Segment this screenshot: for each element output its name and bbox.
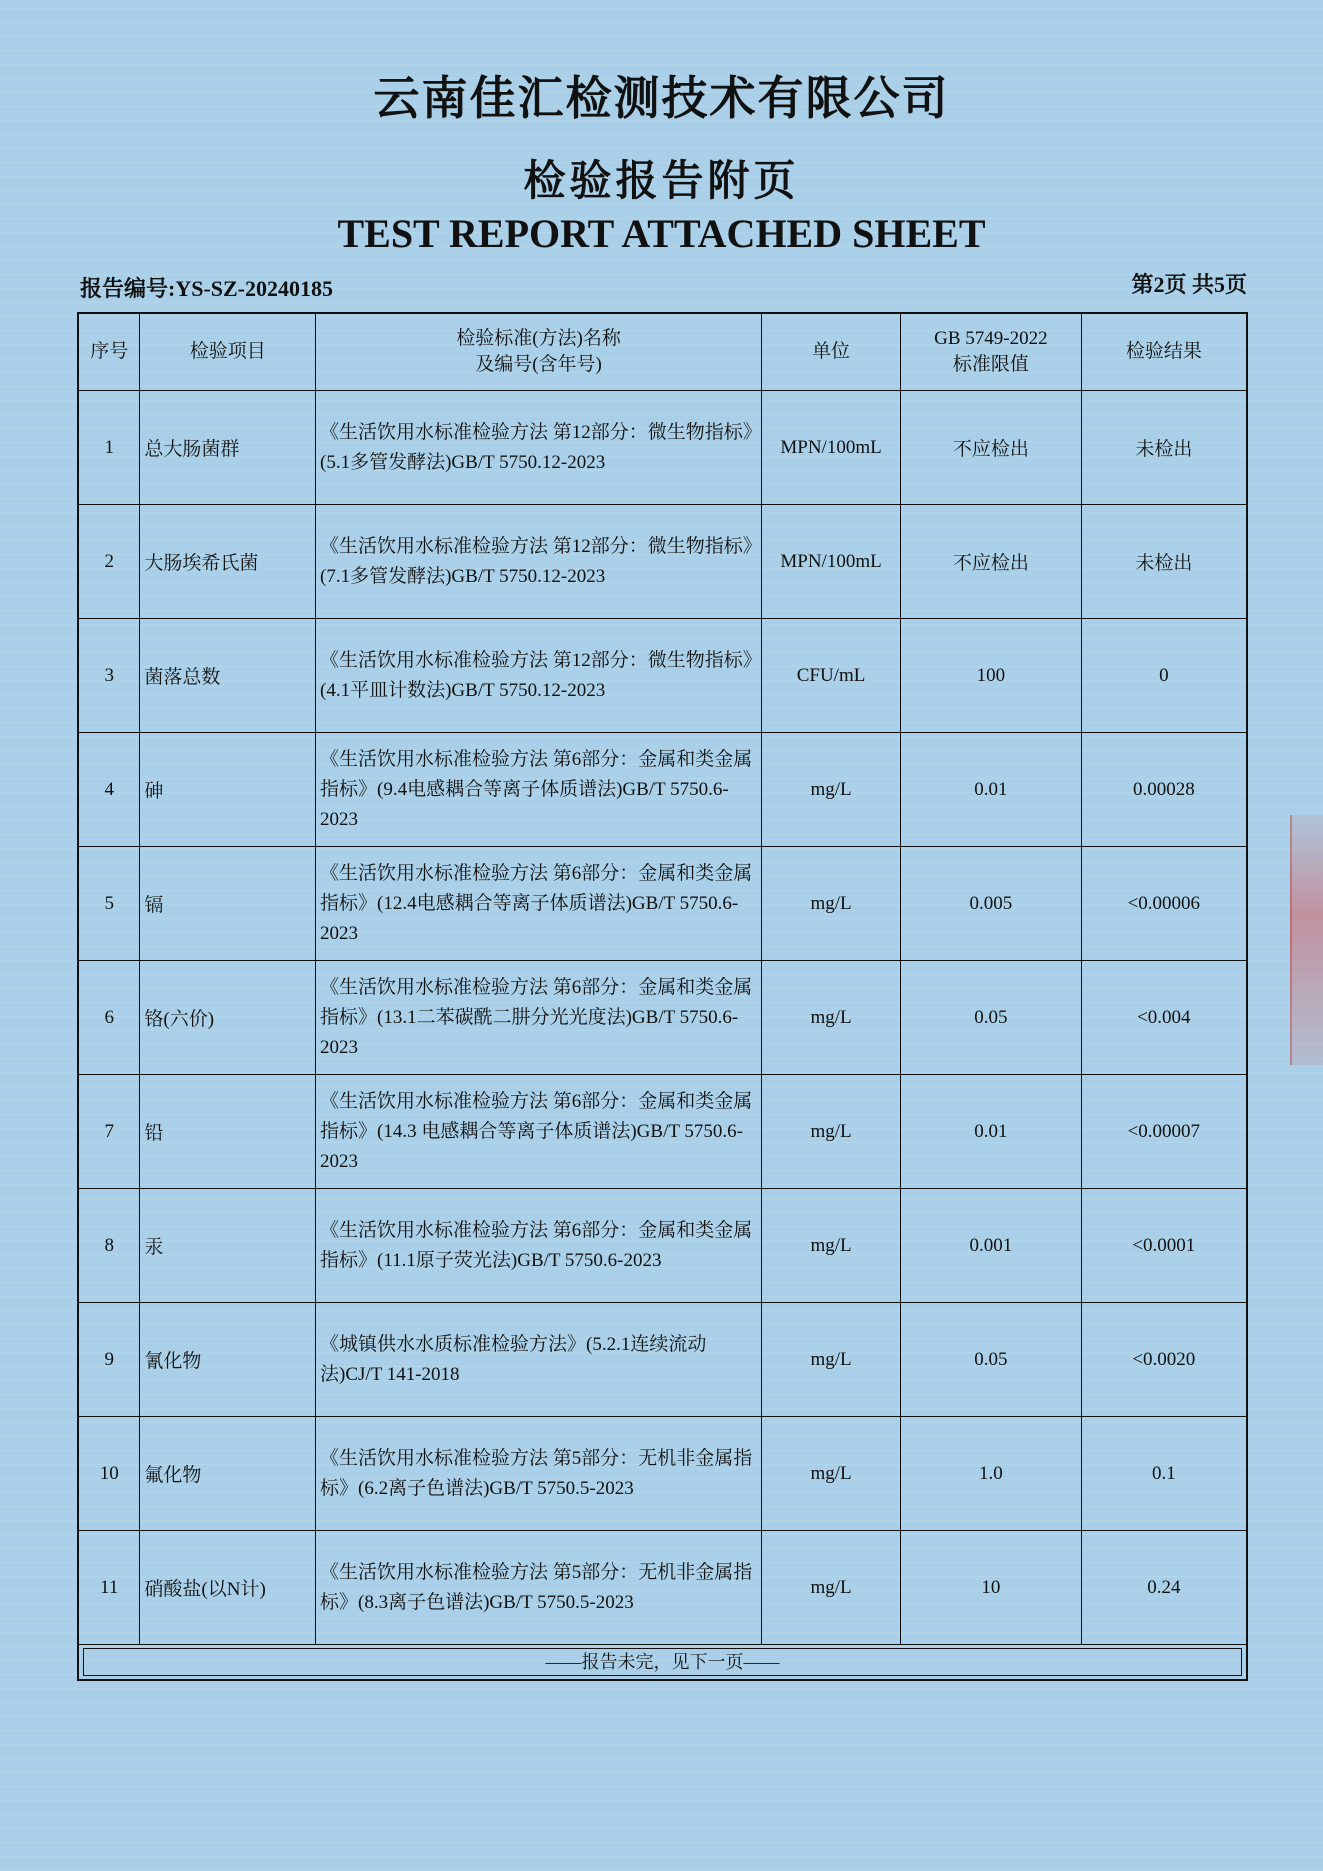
header-result: 检验结果 xyxy=(1081,313,1247,391)
cell-seq: 10 xyxy=(78,1417,140,1531)
header-limit xyxy=(901,313,1082,391)
table-footer-row xyxy=(78,1645,1247,1681)
cell-item: 氰化物 xyxy=(140,1303,316,1417)
cell-result: 0.1 xyxy=(1081,1417,1247,1531)
cell-seq: 5 xyxy=(78,847,140,961)
table-row xyxy=(78,1417,1247,1531)
cell-unit: mg/L xyxy=(762,733,901,847)
cell-unit: mg/L xyxy=(762,961,901,1075)
table-row xyxy=(78,1531,1247,1645)
cell-limit: 不应检出 xyxy=(901,505,1082,619)
table-body xyxy=(78,391,1247,1681)
table-header-row xyxy=(78,313,1247,391)
cell-result: 未检出 xyxy=(1081,391,1247,505)
cell-unit: mg/L xyxy=(762,847,901,961)
cell-item: 铬(六价) xyxy=(140,961,316,1075)
cell-item: 大肠埃希氏菌 xyxy=(140,505,316,619)
continued-note: ——报告未完，见下一页—— xyxy=(83,1648,1242,1676)
header-limit-line2: 标准限值 xyxy=(952,354,1029,375)
cell-method: 《生活饮用水标准检验方法 第6部分：金属和类金属指标》(12.4电感耦合等离子体质谱法)GB/T 5750.6-2023 xyxy=(316,847,762,961)
header-method xyxy=(316,313,762,391)
cell-unit: mg/L xyxy=(762,1303,901,1417)
cell-method: 《生活饮用水标准检验方法 第12部分：微生物指标》(4.1平皿计数法)GB/T 5750.12-2023 xyxy=(316,619,762,733)
cell-seq: 1 xyxy=(78,391,140,505)
table-row xyxy=(78,847,1247,961)
cell-unit: CFU/mL xyxy=(762,619,901,733)
cell-unit: mg/L xyxy=(762,1075,901,1189)
cell-result: 未检出 xyxy=(1081,505,1247,619)
footer-cell xyxy=(78,1645,1247,1681)
cell-limit: 0.005 xyxy=(901,847,1082,961)
cell-item: 铅 xyxy=(140,1075,316,1189)
cell-seq: 2 xyxy=(78,505,140,619)
cell-item: 总大肠菌群 xyxy=(140,391,316,505)
cell-result: <0.0020 xyxy=(1081,1303,1247,1417)
cell-item: 硝酸盐(以N计) xyxy=(140,1531,316,1645)
cell-method: 《生活饮用水标准检验方法 第6部分：金属和类金属指标》(9.4电感耦合等离子体质谱法)GB/T 5750.6-2023 xyxy=(316,733,762,847)
header-seq: 序号 xyxy=(78,313,140,391)
table-row xyxy=(78,1303,1247,1417)
results-table xyxy=(77,312,1248,1681)
cell-seq: 11 xyxy=(78,1531,140,1645)
cell-item: 汞 xyxy=(140,1189,316,1303)
table-row xyxy=(78,961,1247,1075)
cell-method: 《生活饮用水标准检验方法 第12部分：微生物指标》(5.1多管发酵法)GB/T 5750.12-2023 xyxy=(316,391,762,505)
header-method-line1: 检验标准(方法)名称 xyxy=(456,328,621,349)
cell-unit: MPN/100mL xyxy=(762,505,901,619)
cell-method: 《生活饮用水标准检验方法 第5部分：无机非金属指标》(8.3离子色谱法)GB/T 5750.5-2023 xyxy=(316,1531,762,1645)
report-title-en: TEST REPORT ATTACHED SHEET xyxy=(337,211,986,256)
report-title-cn: 检验报告附页 xyxy=(523,156,800,205)
cell-method: 《生活饮用水标准检验方法 第5部分：无机非金属指标》(6.2离子色谱法)GB/T 5750.5-2023 xyxy=(316,1417,762,1531)
cell-result: 0.24 xyxy=(1081,1531,1247,1645)
cell-limit: 0.05 xyxy=(901,1303,1082,1417)
cell-limit: 不应检出 xyxy=(901,391,1082,505)
cell-seq: 8 xyxy=(78,1189,140,1303)
cell-limit: 100 xyxy=(901,619,1082,733)
cell-seq: 4 xyxy=(78,733,140,847)
table-row xyxy=(78,619,1247,733)
cell-method: 《生活饮用水标准检验方法 第12部分：微生物指标》(7.1多管发酵法)GB/T 5750.12-2023 xyxy=(316,505,762,619)
cell-unit: mg/L xyxy=(762,1531,901,1645)
cell-result: 0 xyxy=(1081,619,1247,733)
cell-method: 《生活饮用水标准检验方法 第6部分：金属和类金属指标》(13.1二苯碳酰二肼分光光度法)GB/T 5750.6-2023 xyxy=(316,961,762,1075)
cell-result: <0.00007 xyxy=(1081,1075,1247,1189)
cell-seq: 7 xyxy=(78,1075,140,1189)
cell-unit: MPN/100mL xyxy=(762,391,901,505)
cell-seq: 3 xyxy=(78,619,140,733)
cell-unit: mg/L xyxy=(762,1189,901,1303)
cell-unit: mg/L xyxy=(762,1417,901,1531)
company-name: 云南佳汇检测技术有限公司 xyxy=(373,71,950,125)
cell-seq: 9 xyxy=(78,1303,140,1417)
cell-limit: 1.0 xyxy=(901,1417,1082,1531)
cell-item: 砷 xyxy=(140,733,316,847)
cell-result: <0.004 xyxy=(1081,961,1247,1075)
table-row xyxy=(78,391,1247,505)
cell-result: <0.0001 xyxy=(1081,1189,1247,1303)
header-unit: 单位 xyxy=(762,313,901,391)
header-item: 检验项目 xyxy=(140,313,316,391)
cell-method: 《生活饮用水标准检验方法 第6部分：金属和类金属指标》(11.1原子荧光法)GB/T 5750.6-2023 xyxy=(316,1189,762,1303)
table-row xyxy=(78,505,1247,619)
cell-result: 0.00028 xyxy=(1081,733,1247,847)
cell-item: 镉 xyxy=(140,847,316,961)
table-row xyxy=(78,1189,1247,1303)
report-number: 报告编号:YS-SZ-20240185 xyxy=(80,276,334,301)
cell-method: 《生活饮用水标准检验方法 第6部分：金属和类金属指标》(14.3 电感耦合等离子体质谱法)GB/T 5750.6-2023 xyxy=(316,1075,762,1189)
cell-result: <0.00006 xyxy=(1081,847,1247,961)
cell-method: 《城镇供水水质标准检验方法》(5.2.1连续流动法)CJ/T 141-2018 xyxy=(316,1303,762,1417)
header-method-line2: 及编号(含年号) xyxy=(475,354,602,375)
cell-limit: 0.05 xyxy=(901,961,1082,1075)
table-row xyxy=(78,733,1247,847)
red-seal-stamp xyxy=(1290,815,1323,1065)
cell-seq: 6 xyxy=(78,961,140,1075)
cell-limit: 0.01 xyxy=(901,1075,1082,1189)
table-row xyxy=(78,1075,1247,1189)
cell-limit: 10 xyxy=(901,1531,1082,1645)
cell-limit: 0.001 xyxy=(901,1189,1082,1303)
header-limit-line1: GB 5749-2022 xyxy=(934,328,1048,349)
page-number: 第2页 共5页 xyxy=(1131,272,1247,297)
cell-item: 菌落总数 xyxy=(140,619,316,733)
cell-limit: 0.01 xyxy=(901,733,1082,847)
cell-item: 氟化物 xyxy=(140,1417,316,1531)
